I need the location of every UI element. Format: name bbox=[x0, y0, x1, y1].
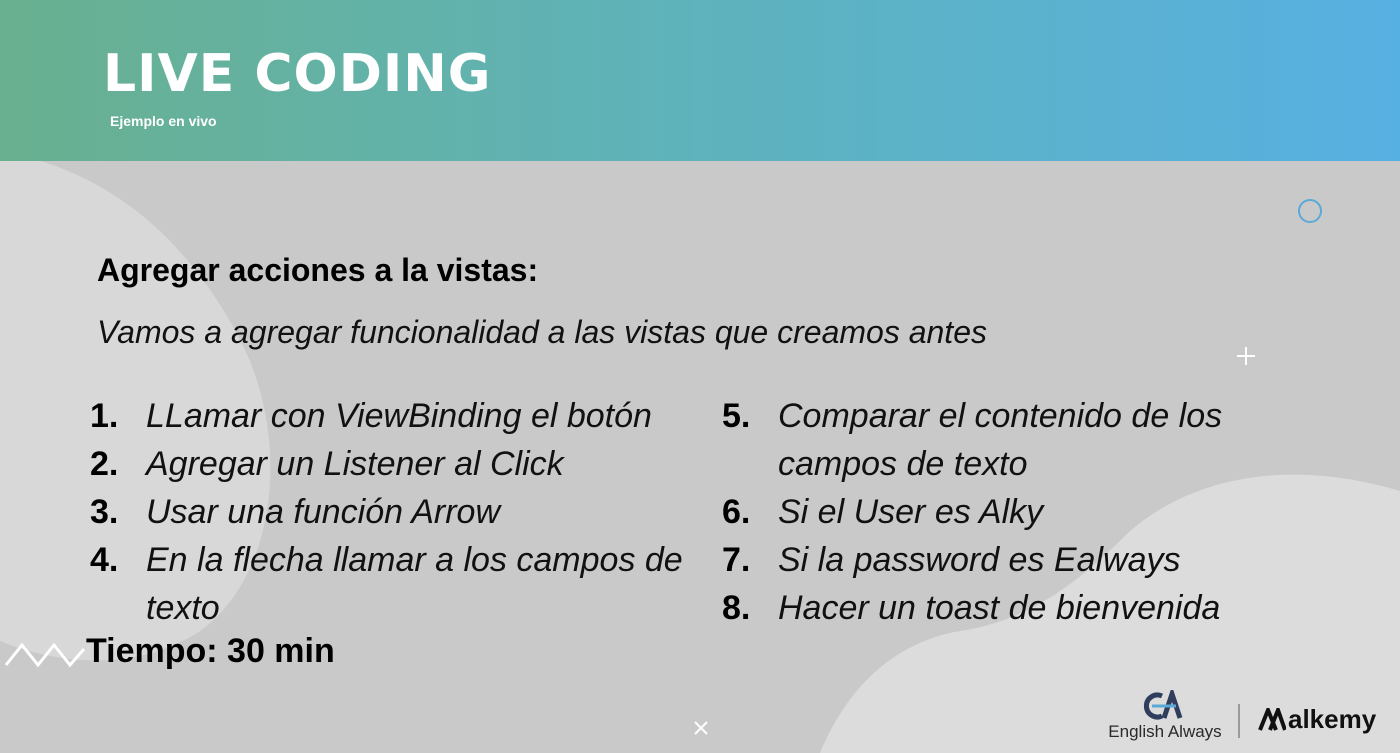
step-text: Si la password es Ealways bbox=[778, 541, 1181, 579]
list-item bbox=[90, 488, 700, 536]
footer-logos bbox=[1100, 688, 1390, 748]
english-always-icon bbox=[1142, 690, 1188, 722]
step-number: 4. bbox=[90, 541, 119, 579]
slide-title: LIVE CODING bbox=[103, 44, 492, 104]
time-estimate: Tiempo: 30 min bbox=[86, 632, 335, 670]
slide-subtitle: Ejemplo en vivo bbox=[110, 113, 217, 129]
step-number: 6. bbox=[722, 493, 751, 531]
step-number: 3. bbox=[90, 493, 119, 531]
step-text: Si el User es Alky bbox=[778, 493, 1044, 531]
step-text: En la flecha llamar a los campos de texto bbox=[146, 541, 683, 627]
list-item bbox=[90, 392, 700, 440]
steps-list-right bbox=[722, 392, 1282, 632]
logo-divider bbox=[1238, 704, 1240, 738]
step-text: Usar una función Arrow bbox=[146, 493, 501, 531]
step-number: 7. bbox=[722, 541, 751, 579]
list-item bbox=[90, 536, 700, 632]
step-text: Agregar un Listener al Click bbox=[146, 445, 564, 483]
list-item bbox=[722, 536, 1282, 584]
section-heading: Agregar acciones a la vistas: bbox=[97, 252, 539, 288]
step-number: 2. bbox=[90, 445, 119, 483]
step-number: 1. bbox=[90, 397, 119, 435]
alkemy-label: alkemy bbox=[1288, 704, 1377, 734]
step-number: 5. bbox=[722, 397, 751, 435]
list-item bbox=[722, 392, 1282, 488]
step-number: 8. bbox=[722, 589, 751, 627]
list-item bbox=[722, 488, 1282, 536]
sparkle-icon bbox=[1237, 347, 1255, 365]
circle-outline-icon bbox=[1299, 200, 1321, 222]
step-text: Comparar el contenido de los campos de texto bbox=[778, 397, 1223, 483]
slide-header bbox=[0, 0, 1400, 161]
step-text: Hacer un toast de bienvenida bbox=[778, 589, 1221, 627]
english-always-logo bbox=[1100, 688, 1230, 748]
english-always-label: English Always bbox=[1108, 722, 1222, 741]
cross-icon bbox=[695, 722, 707, 734]
intro-text: Vamos a agregar funcionalidad a las vistas que creamos antes bbox=[97, 314, 987, 350]
list-item bbox=[722, 584, 1282, 632]
steps-list-left bbox=[90, 392, 700, 632]
alkemy-icon bbox=[1258, 708, 1286, 732]
list-item bbox=[90, 440, 700, 488]
step-text: LLamar con ViewBinding el botón bbox=[146, 397, 652, 435]
